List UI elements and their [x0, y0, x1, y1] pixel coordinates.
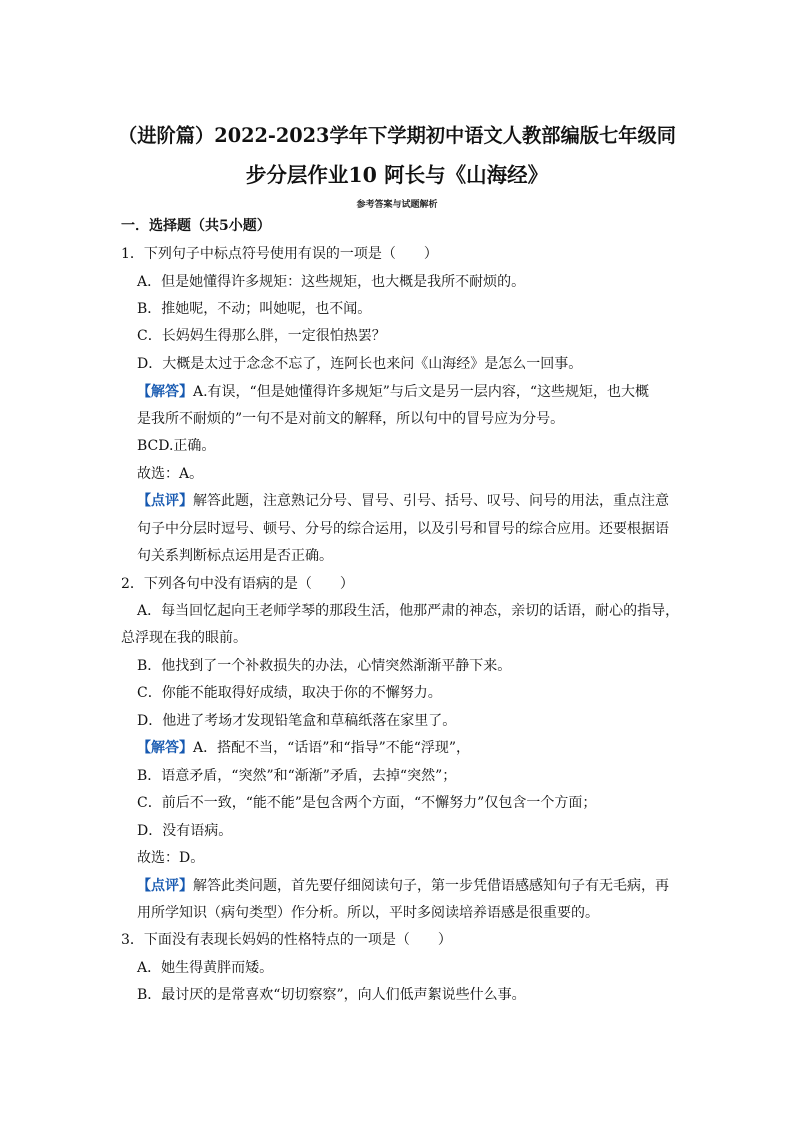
comment-tag: 【点评】	[137, 878, 193, 894]
q2-option-d: D．他进了考场才发现铅笔盒和草稿纸落在家里了。	[137, 713, 457, 729]
q2-answer-line-4: D．没有语病。	[137, 823, 233, 839]
q3-stem: 3．下面没有表现长妈妈的性格特点的一项是（ ）	[121, 932, 452, 948]
q1-comment-line-2: 句子中分层时逗号、顿号、分号的综合运用，以及引号和冒号的综合应用。还要根据语	[137, 521, 669, 537]
q1-answer-text: A.有误，“但是她懂得许多规矩”与后文是另一层内容，“这些规矩，也大概	[193, 384, 650, 400]
document-title-line-2: 步分层作业10 阿长与《山海经》	[245, 163, 549, 187]
q1-option-b: B．推她呢，不动；叫她呢，也不闻。	[137, 301, 372, 317]
q2-choice: 故选：D。	[137, 850, 205, 866]
document-subtitle: 参考答案与试题解析	[356, 200, 438, 210]
comment-tag: 【点评】	[137, 493, 193, 509]
q2-answer-text: A．搭配不当，“话语”和“指导”不能“浮现”，	[193, 740, 471, 756]
q1-answer-line-3: BCD.正确。	[137, 438, 216, 454]
q1-choice: 故选：A。	[137, 466, 204, 482]
section-heading: 一．选择题（共5小题）	[121, 218, 271, 234]
q2-comment-line-1	[137, 876, 669, 896]
q2-answer-line-1	[137, 738, 470, 758]
q3-option-b: B．最讨厌的是常喜欢“切切察察”，向人们低声絮说些什么事。	[137, 987, 526, 1003]
q2-option-a-line-2: 总浮现在我的眼前。	[121, 630, 247, 646]
q1-option-d: D．大概是太过于念念不忘了，连阿长也来问《山海经》是怎么一回事。	[137, 356, 583, 372]
q2-comment-line-2: 用所学知识（病句类型）作分析。所以，平时多阅读培养语感是很重要的。	[137, 905, 599, 921]
q1-option-c: C．长妈妈生得那么胖，一定很怕热罢？	[137, 328, 386, 344]
q1-answer-line-1	[137, 382, 649, 402]
q1-comment-line-3: 句关系判断标点运用是否正确。	[137, 548, 333, 564]
q2-option-c: C．你能不能取得好成绩，取决于你的不懈努力。	[137, 685, 442, 701]
q2-option-a-line-1: A．每当回忆起向王老师学琴的那段生活，他那严肃的神态，亲切的话语，耐心的指导，	[137, 603, 680, 619]
q2-comment-text: 解答此类问题，首先要仔细阅读句子，第一步凭借语感感知句子有无毛病，再	[193, 878, 669, 894]
q2-stem: 2．下列各句中没有语病的是（ ）	[121, 576, 354, 592]
q1-stem: 1．下列句子中标点符号使用有误的一项是（ ）	[121, 246, 438, 262]
document-title-line-1: （进阶篇）2022-2023学年下学期初中语文人教部编版七年级同	[118, 124, 676, 147]
q2-answer-line-2: B．语意矛盾，“突然”和“渐渐”矛盾，去掉“突然”；	[137, 768, 457, 784]
q2-option-b: B．他找到了一个补救损失的办法，心情突然渐渐平静下来。	[137, 658, 512, 674]
q1-answer-line-2: 是我所不耐烦的”一句不是对前文的解释，所以句中的冒号应为分号。	[137, 411, 565, 427]
answer-tag: 【解答】	[137, 740, 193, 756]
q1-option-a: A．但是她懂得许多规矩：这些规矩，也大概是我所不耐烦的。	[137, 274, 526, 290]
q1-comment-text: 解答此题，注意熟记分号、冒号、引号、括号、叹号、问号的用法，重点注意	[193, 493, 669, 509]
q2-answer-line-3: C．前后不一致，“能不能”是包含两个方面，“不懈努力”仅包含一个方面；	[137, 795, 597, 811]
q3-option-a: A．她生得黄胖而矮。	[137, 960, 274, 976]
answer-tag: 【解答】	[137, 384, 193, 400]
q1-comment-line-1	[137, 491, 669, 511]
